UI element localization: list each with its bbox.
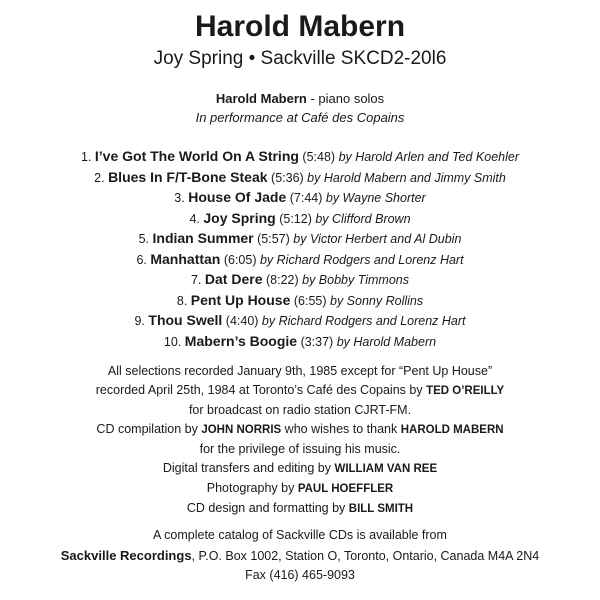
- catalog-info: [0, 526, 600, 586]
- track-number: 3.: [174, 191, 185, 205]
- notes-line-7: [0, 479, 600, 499]
- track-number: 1.: [80, 150, 92, 164]
- transfer-engineer-name: WILLIAM VAN REE: [334, 463, 438, 475]
- track-title: I’ve Got The World On A String: [94, 148, 299, 164]
- track-title: Indian Summer: [152, 230, 254, 246]
- performer-name: Harold Mabern: [215, 91, 307, 106]
- track-title: Dat Dere: [204, 271, 263, 287]
- photographer-name: PAUL HOEFFLER: [297, 483, 394, 495]
- notes-line-4: [0, 420, 600, 440]
- track-title: Joy Spring: [203, 209, 276, 226]
- catalog-fax: Fax (416) 465-9093: [245, 568, 355, 582]
- track-number: 2.: [94, 170, 105, 185]
- track-row: [0, 269, 600, 290]
- track-duration: (6:55): [293, 293, 327, 308]
- track-duration: (8:22): [265, 273, 299, 287]
- label-address: , P.O. Box 1002, Station O, Toronto, Ontario, Canada M4A 2N4: [191, 548, 540, 563]
- track-title: Pent Up House: [190, 291, 291, 308]
- track-number: 9.: [134, 314, 145, 328]
- notes-text: recorded April 25th, 1984 at Toronto’s Café des Copains by: [95, 383, 427, 397]
- notes-line-2: [0, 381, 600, 401]
- track-duration: (4:40): [225, 314, 259, 328]
- track-composer: by Bobby Timmons: [302, 273, 409, 287]
- notes-text: Photography by: [206, 481, 298, 495]
- track-row: [0, 290, 600, 311]
- track-duration: (5:48): [302, 150, 336, 164]
- track-duration: (3:37): [300, 334, 334, 349]
- track-composer: by Wayne Shorter: [325, 191, 426, 205]
- track-number: 7.: [190, 273, 202, 287]
- venue-line: In performance at Café des Copains: [195, 110, 405, 125]
- track-row: [0, 146, 600, 167]
- track-composer: by Victor Herbert and Al Dubin: [293, 232, 462, 246]
- track-duration: (5:57): [257, 232, 290, 246]
- track-composer: by Harold Mabern and Jimmy Smith: [307, 170, 506, 185]
- notes-text: who wishes to thank: [281, 422, 401, 436]
- performer-role: - piano solos: [306, 91, 385, 106]
- track-row: [0, 228, 600, 249]
- track-composer: by Harold Mabern: [336, 334, 437, 349]
- notes-line-3: for broadcast on radio station CJRT-FM.: [188, 403, 412, 417]
- notes-text: Digital transfers and editing by: [162, 461, 335, 475]
- catalog-line-2: [0, 546, 600, 567]
- track-composer: by Richard Rodgers and Lorenz Hart: [259, 252, 464, 267]
- engineer-name: TED O’REILLY: [426, 385, 505, 397]
- track-composer: by Sonny Rollins: [330, 293, 424, 308]
- track-row: [0, 310, 600, 331]
- notes-line-8: [0, 499, 600, 519]
- notes-line-1: All selections recorded January 9th, 1985 except for “Pent Up House”: [107, 364, 493, 378]
- track-row: [0, 187, 600, 208]
- track-number: 10.: [163, 334, 182, 349]
- track-row: [0, 167, 600, 188]
- track-duration: (5:36): [271, 170, 304, 185]
- notes-line-6: [0, 459, 600, 479]
- track-list: [0, 146, 600, 351]
- compiler-name: JOHN NORRIS: [201, 424, 282, 436]
- track-number: 8.: [176, 293, 188, 308]
- catalog-line-1: A complete catalog of Sackville CDs is available from: [153, 528, 447, 542]
- notes-line-5: for the privilege of issuing his music.: [199, 442, 401, 456]
- track-number: 5.: [138, 232, 150, 246]
- track-duration: (5:12): [279, 211, 312, 226]
- track-row: [0, 208, 600, 229]
- album-subtitle: Joy Spring • Sackville SKCD2-20l6: [153, 48, 447, 69]
- track-row: [0, 331, 600, 352]
- performer-credit: [0, 90, 600, 108]
- track-title: Thou Swell: [148, 312, 223, 328]
- track-composer: by Clifford Brown: [315, 211, 411, 226]
- artist-name-caps: HAROLD MABERN: [400, 424, 504, 436]
- recording-notes: [0, 362, 600, 519]
- track-number: 6.: [136, 252, 147, 267]
- track-duration: (6:05): [223, 252, 257, 267]
- notes-text: CD compilation by: [96, 422, 202, 436]
- track-title: Blues In F/T-Bone Steak: [108, 168, 268, 185]
- label-name: Sackville Recordings: [60, 547, 192, 563]
- designer-name: BILL SMITH: [348, 503, 414, 515]
- track-title: Manhattan: [150, 250, 221, 267]
- track-title: House Of Jade: [188, 189, 287, 205]
- track-composer: by Richard Rodgers and Lorenz Hart: [261, 314, 466, 328]
- track-composer: by Harold Arlen and Ted Koehler: [338, 150, 520, 164]
- track-row: [0, 249, 600, 270]
- track-duration: (7:44): [289, 191, 323, 205]
- artist-title: Harold Mabern: [194, 10, 406, 43]
- track-number: 4.: [189, 211, 200, 226]
- notes-text: CD design and formatting by: [186, 501, 349, 515]
- track-title: Mabern’s Boogie: [184, 332, 298, 349]
